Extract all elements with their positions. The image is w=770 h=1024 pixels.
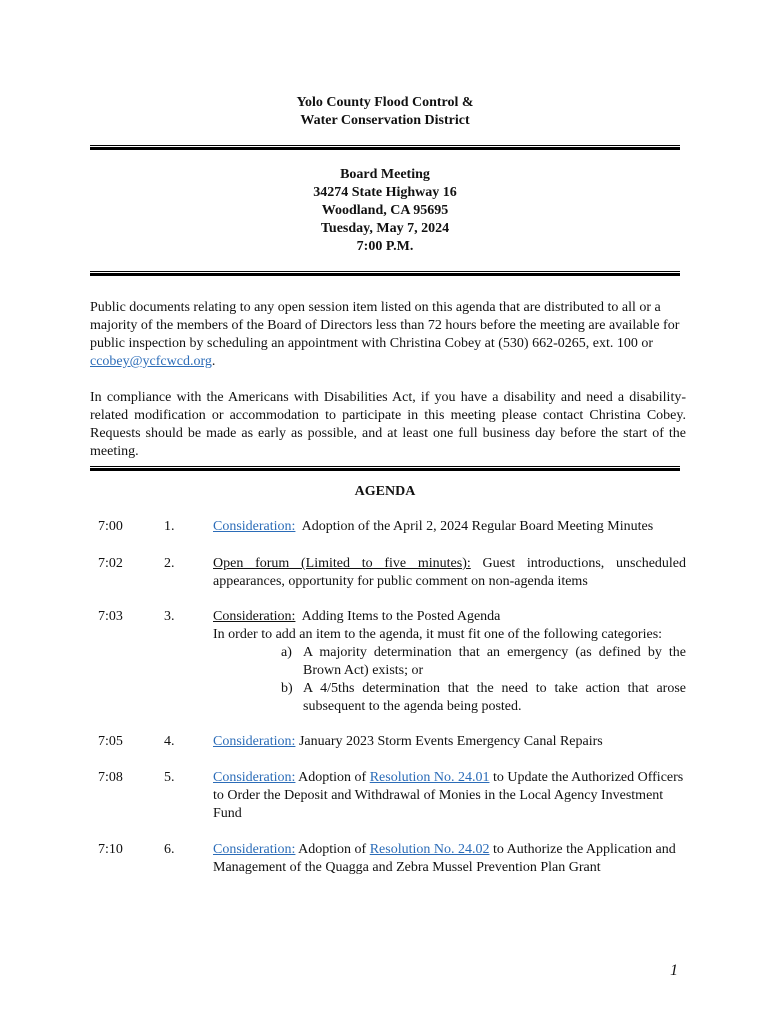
ada-notice: In compliance with the Americans with Disabilities Act, if you have a disability and need a disability-related modification or accommodation to participate in this meeting please contact Christina Cobey. Requests should be made as early as possible, and at least one full business day before the start of the meeting. (90, 390, 686, 459)
item-number: 1. (164, 519, 175, 534)
page-number: 1 (670, 962, 678, 979)
item-4-consideration-link[interactable]: Consideration: (213, 734, 296, 749)
public-documents-notice (90, 299, 686, 371)
subitem-text: A majority determination that an emergency (as defined by the Brown Act) exists; or (303, 645, 686, 678)
item-number: 6. (164, 842, 175, 857)
item-2-label: Open forum (Limited to five minutes): (213, 556, 471, 571)
item-3-subitems (213, 644, 686, 716)
item-number: 4. (164, 734, 175, 749)
item-time: 7:00 (98, 519, 123, 534)
list-item (213, 644, 686, 680)
item-number: 2. (164, 556, 175, 571)
notice-divider (90, 466, 680, 471)
item-3-label: Consideration: (213, 609, 296, 624)
item-time: 7:02 (98, 556, 123, 571)
org-name-line-2: Water Conservation District (300, 113, 470, 128)
item-5-text-before: Adoption of (295, 770, 370, 785)
item-3-detail: In order to add an item to the agenda, it must fit one of the following categories: (213, 627, 663, 642)
public-documents-text: Public documents relating to any open session item listed on this agenda that are distributed to all or a majority of the members of the Board of Directors less than 72 hours before the meeting are available for public inspection by scheduling an appointment with Christina Cobey at (530) 662-0265, ext. 100 or (90, 300, 680, 351)
details-divider (90, 271, 680, 276)
subitem-marker: b) (281, 681, 293, 696)
item-1-consideration-link[interactable]: Consideration: (213, 519, 296, 534)
item-number: 5. (164, 770, 175, 785)
list-item (213, 680, 686, 716)
item-time: 7:10 (98, 842, 123, 857)
resolution-24-01-link[interactable]: Resolution No. 24.01 (369, 770, 490, 785)
item-time: 7:03 (98, 609, 123, 624)
item-time: 7:05 (98, 734, 123, 749)
item-6-consideration-link[interactable]: Consideration: (213, 842, 296, 857)
item-5-text-after: to Update the Authorized Officers to Order the Deposit and Withdrawal of Monies in the Local Agency Investment Fund (213, 770, 684, 821)
meeting-address-2: Woodland, CA 95695 (321, 203, 449, 218)
item-number: 3. (164, 609, 175, 624)
item-4-text: January 2023 Storm Events Emergency Canal Repairs (295, 734, 603, 749)
item-3-text: Adding Items to the Posted Agenda (295, 609, 501, 624)
meeting-address-1: 34274 State Highway 16 (313, 185, 457, 200)
item-2-text: Guest introductions, unscheduled appearances, opportunity for public comment on non-agenda items (213, 556, 687, 589)
agenda-title: AGENDA (354, 484, 416, 499)
item-time: 7:08 (98, 770, 123, 785)
public-documents-end: . (211, 354, 216, 369)
subitem-text: A 4/5ths determination that the need to take action that arose subsequent to the agenda being posted. (303, 681, 686, 714)
org-name (90, 94, 680, 130)
item-6-text-before: Adoption of (295, 842, 370, 857)
contact-email-link[interactable]: ccobey@ycfcwcd.org (90, 354, 212, 369)
header-divider (90, 145, 680, 150)
meeting-title: Board Meeting (340, 167, 430, 182)
item-6-text-after: to Authorize the Application and Management of the Quagga and Zebra Mussel Prevention Plan Grant (213, 842, 676, 875)
item-5-consideration-link[interactable]: Consideration: (213, 770, 296, 785)
resolution-24-02-link[interactable]: Resolution No. 24.02 (369, 842, 490, 857)
org-name-line-1: Yolo County Flood Control & (296, 95, 474, 110)
meeting-details (90, 166, 680, 256)
item-1-text: Adoption of the April 2, 2024 Regular Board Meeting Minutes (295, 519, 654, 534)
meeting-time: 7:00 P.M. (356, 239, 414, 254)
subitem-marker: a) (281, 645, 292, 660)
meeting-date: Tuesday, May 7, 2024 (320, 221, 450, 236)
